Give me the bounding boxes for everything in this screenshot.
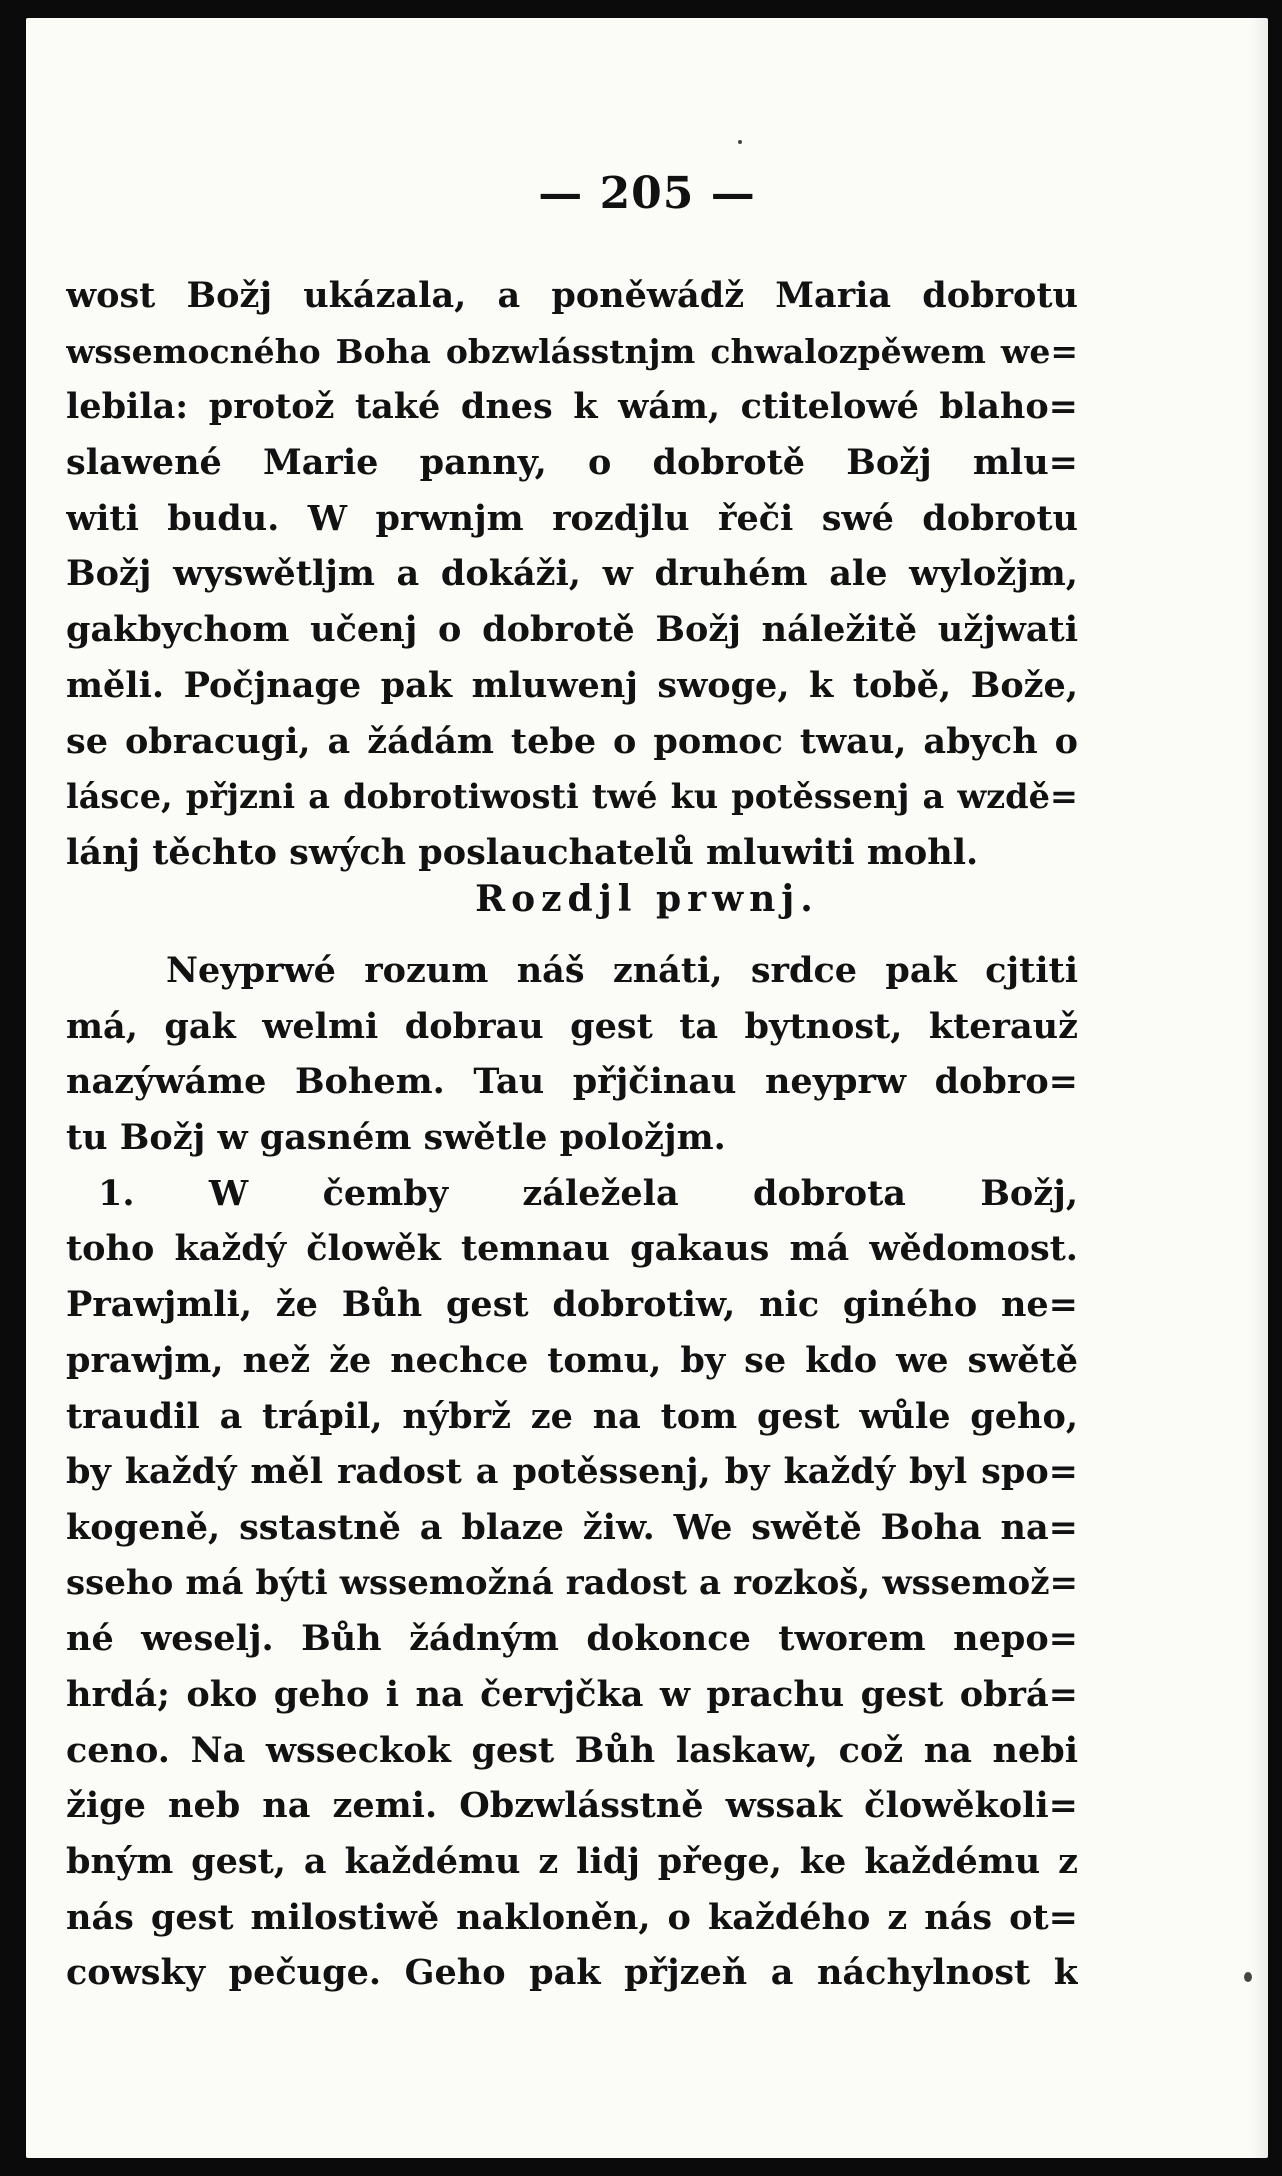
text-line: slawené Marie panny, o dobrotě Božj mlu= (66, 442, 1078, 484)
text-line: se obracugi, a žádám tebe o pomoc twau, abych o (66, 720, 1078, 762)
text-line: Neyprwé rozum náš znáti, srdce pak cjtiti (166, 950, 1078, 991)
section-heading: Rozdjl prwnj. (475, 878, 819, 920)
text-line: by každý měl radost a potěssenj, by každý byl spo= (66, 1451, 1078, 1493)
text-line: cowsky pečuge. Geho pak přjzeň a náchylnost k (66, 1952, 1078, 1994)
paragraph-intro (66, 268, 1078, 881)
text-line: né weselj. Bůh žádným dokonce tworem nepo= (66, 1618, 1078, 1660)
text-line: Božj wyswětljm a dokáži, w druhém ale wyložjm, (66, 553, 1078, 595)
text-line: wost Božj ukázala, a poněwádž Maria dobrotu (66, 275, 1078, 316)
text-line: měli. Počjnage pak mluwenj swoge, k tobě, Bože, (66, 664, 1078, 706)
text-line: witi budu. W prwnjm rozdjlu řeči swé dobrotu (66, 497, 1078, 539)
text-line: tu Božj w gasném swětle položjm. (66, 1117, 726, 1159)
text-line: kogeně, sstastně a blaze žiw. We swětě Boha na= (66, 1506, 1078, 1548)
text-line: lebila: protož také dnes k wám, ctitelowé blaho= (66, 386, 1078, 428)
paper-speck (738, 140, 742, 144)
text-line: sseho má býti wssemožná radost a rozkoš, wssemož= (66, 1562, 1078, 1603)
text-line: bným gest, a každému z lidj přege, ke každému z (66, 1841, 1078, 1882)
text-line: má, gak welmi dobrau gest ta bytnost, kterauž (66, 1005, 1078, 1047)
text-line: prawjm, než že nechce tomu, by se kdo we swětě (66, 1339, 1078, 1381)
text-line: lásce, přjzni a dobrotiwosti twé ku potěssenj a wzdě= (66, 777, 1078, 817)
paper-speck (1244, 1972, 1252, 1982)
text-line: gakbychom učenj o dobrotě Božj náležitě užjwati (66, 609, 1078, 651)
page-number: — 205 — (538, 168, 756, 219)
text-line: ceno. Na wsseckok gest Bůh laskaw, což na nebi (66, 1729, 1078, 1771)
text-line: žige neb na zemi. Obzwlásstně wssak člowěkoli= (66, 1785, 1078, 1827)
text-line: nazýwáme Bohem. Tau přjčinau neyprw dobro= (66, 1061, 1078, 1103)
text-line: traudil a trápil, nýbrž ze na tom gest wůle geho, (66, 1395, 1078, 1437)
book-page (26, 18, 1268, 2158)
text-line: lánj těchto swých poslauchatelů mluwiti mohl. (66, 831, 979, 873)
text-line: Prawjmli, že Bůh gest dobrotiw, nic giného ne= (66, 1284, 1078, 1326)
text-line: toho každý člowěk temnau gakaus má wědomost. (66, 1228, 1078, 1270)
text-line: hrdá; oko geho i na červjčka w prachu gest obrá= (66, 1673, 1078, 1715)
text-line: nás gest milostiwě nakloněn, o každého z nás ot= (66, 1896, 1078, 1938)
text-line: wssemocného Boha obzwlásstnjm chwalozpěwem we= (66, 331, 1078, 371)
paragraph-main (66, 943, 1078, 2001)
text-line: 1. W čemby záležela dobrota Božj, (98, 1172, 1078, 1214)
